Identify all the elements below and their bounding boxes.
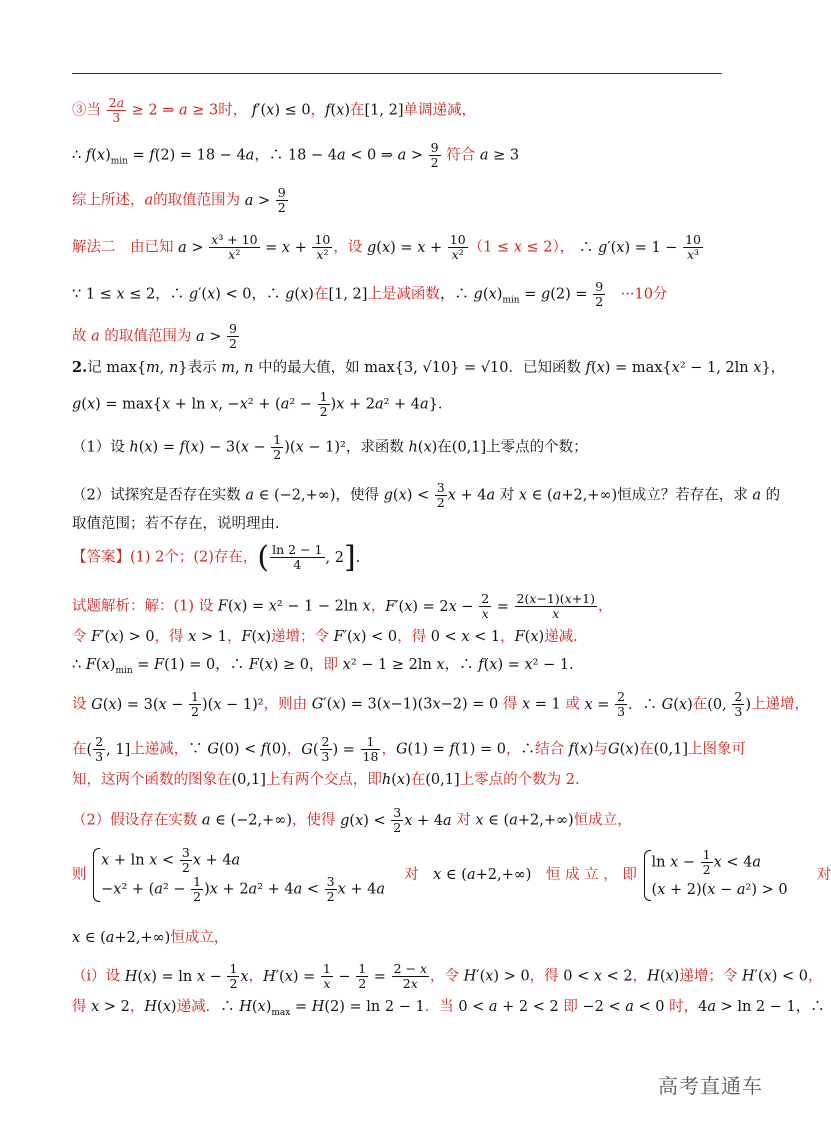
watermark-text: 高考直通车	[658, 1074, 763, 1098]
text-line: （2）假设存在实数 a ∈ (−2,+∞)，使得 g(x) < $\frac{3}{2}$ x + 4a 对 x ∈ (a+2,+∞)恒成立，	[72, 805, 632, 835]
text-line: 综上所述，a的取值范围为 a > $\frac{9}{2}$	[72, 185, 286, 215]
text-line: （2）试探究是否存在实数 a ∈ (−2,+∞)，使得 g(x) < $\frac{3}{2}$ x + 4a 对 x ∈ (a+2,+∞)恒成立？若存在，求 a 的	[72, 480, 781, 510]
text-line: 试题解析：解：(1) 设 F(x) = x² − 1 − 2ln x，F′(x) = 2x − $\frac{2}{x}$ = $\frac{2(x-1)(x+1)}{x}$ ，	[72, 591, 613, 621]
text-line: 设 G(x) = 3(x − $\frac{1}{2}$ )(x − 1)²，则由 G′(x) = 3(x−1)(3x−2) = 0 得 x = 1 或 x = $\frac{2}{3}$ ．∴ G(x)在(0, $\frac{2}{3}$ )上递增，	[72, 689, 809, 719]
text-line: ∵ 1 ≤ x ≤ 2，∴ g′(x) < 0，∴ g(x)在[1, 2]上是减函数，∴ $g(x)_{min} = g(2)$ = $\frac{9}{2}$ ···10分	[72, 279, 668, 309]
text-line: ∴ $F(x)_{min} = F(1) = 0$，∴ F(x) ≥ 0，即 x² − 1 ≥ 2ln x，∴ f(x) = x² − 1.	[72, 657, 574, 676]
text-line: 得 x > 2，H(x)递减．∴ $H(x)_{max} = H(2) = \ln 2 - 1$．当 0 < a + 2 < 2 即 −2 < a < 0 时，4a > ln 2 − 1，∴	[72, 999, 825, 1018]
header-rule	[72, 73, 722, 74]
text-line: 在( $\frac{2}{3}$ , 1]上递减，∵ G(0) < f(0)，G( $\frac{2}{3}$ ) = $\frac{1}{18}$ ，G(1) = f(1) = 0，∴结合 f(x)与G(x)在(0,1]上图象可	[72, 734, 746, 764]
text-line: ③当 $\frac{2a}{3}$ ≥ 2 ⇒ a ≥ 3时， f′(x) ≤ 0，f(x)在[1, 2]单调递减，	[72, 95, 476, 125]
text-line: x ∈ (a+2,+∞)恒成立，	[72, 930, 229, 946]
text-line: 故 a 的取值范围为 a > $\frac{9}{2}$	[72, 321, 237, 351]
text-line: （1）设 h(x) = f(x) − 3(x − $\frac{1}{2}$ )(x − 1)²，求函数 h(x)在(0,1]上零点的个数；	[72, 432, 588, 462]
text-line: 2.记 max{m, n}表示 m, n 中的最大值，如 max{3, √10} = √10．已知函数 f(x) = max{x² − 1, 2ln x}，	[72, 359, 786, 376]
text-line: 取值范围；若不存在，说明理由.	[72, 516, 280, 532]
answer-line: 【答案】(1) 2个；(2)存在，( $\frac{\ln 2 - 1}{4}$ , 2].	[72, 539, 361, 575]
text-line: （i）设 H(x) = ln x − $\frac{1}{2}$ x，H′(x) = $\frac{1}{x}$ − $\frac{1}{2}$ = $\frac{2 - x}{2x}$ ，令 H′(x) > 0，得 0 < x < 2，H(x)递增；令 H′(x) < 0，	[72, 961, 823, 991]
text-line: ∴ $f(x)_{min} = f(2) = 18 - 4a$，∴ 18 − 4a < 0 ⇒ a > $\frac{9}{2}$ 符合 a ≥ 3	[72, 140, 520, 170]
text-line: g(x) = max{x + ln x, −x² + (a² − $\frac{1}{2}$ )x + 2a² + 4a}．	[72, 389, 453, 419]
text-line: 令 F′(x) > 0，得 x > 1，F(x)递增；令 F′(x) < 0，得 0 < x < 1，F(x)递减.	[72, 629, 578, 645]
text-line: 解法二 由已知 a > $\frac{\text{x³ + 10}}{\text{x²}}$ = x + $\frac{10}{\text{x²}}$ ，设 g(x) = x + $\frac{10}{\text{x²}}$ （1 ≤ x ≤ 2）， ∴ g′(x) = 1 − $\frac{10}{\text{x³}}$	[72, 232, 701, 262]
text-line: 则 x + ln x < $\frac{3}{2}$ x + 4a −x² + (a² − $\frac{1}{2}$ )x + 2a² + 4a < $\frac{3}{2}$ x + 4a 对 x ∈ (a+2,+∞) 恒 成 立 ， 即 ln x − $\frac{1}{2}$ x < 4a (x + 2)(x − a²) > 0 对	[72, 845, 831, 904]
text-line: 知，这两个函数的图象在(0,1]上有两个交点，即h(x)在(0,1]上零点的个数为 2.	[72, 772, 580, 788]
